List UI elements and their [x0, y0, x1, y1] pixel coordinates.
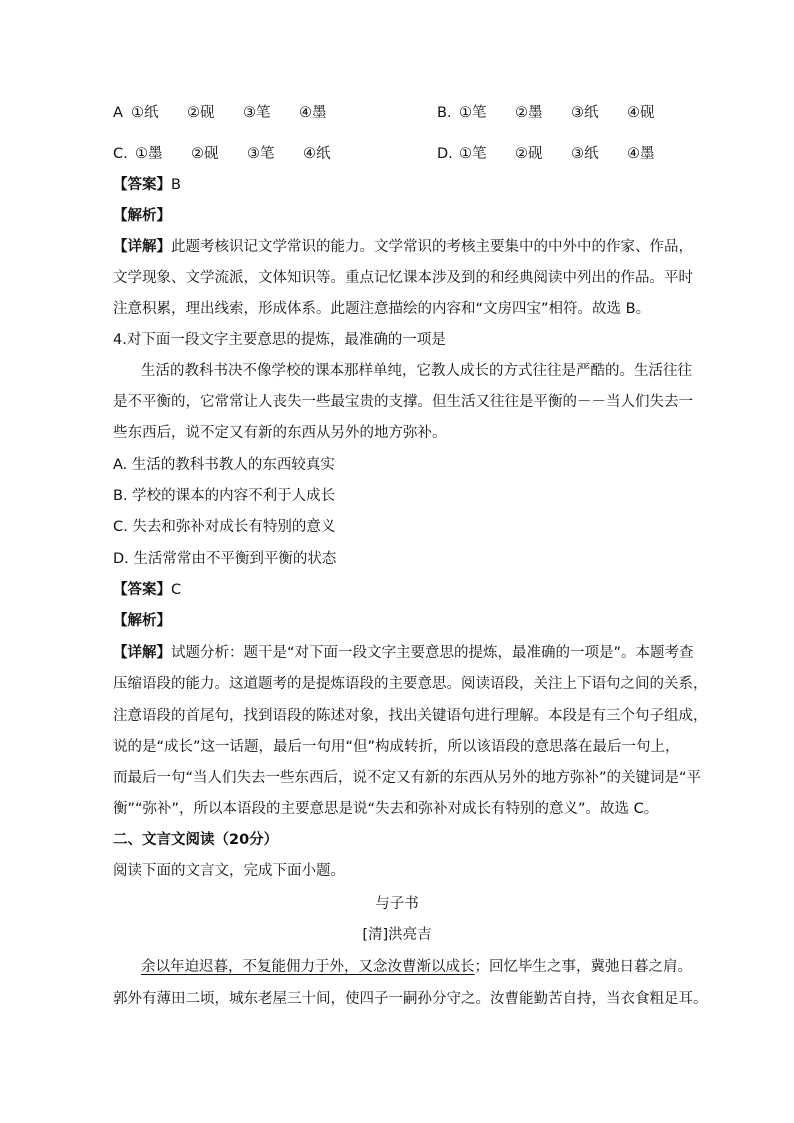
option-label: B.: [437, 105, 452, 121]
detail-line: 注意积累，理出线索，形成体系。此题注意描绘的内容和“文房四宝”相符。故选 B。: [113, 301, 651, 317]
option-item: ①笔: [459, 146, 487, 162]
detail-line: [113, 643, 694, 663]
passage-line: 是不平衡的，它常常让人丧失一些最宝贵的支撑。但生活又往往是平衡的－－当人们失去一: [113, 394, 693, 410]
option-item: ②砚: [191, 146, 219, 162]
question-stem: 4.对下面一段文字主要意思的提炼，最准确的一项是: [113, 332, 446, 348]
detail-tag: 【详解】: [113, 239, 171, 255]
option-label: D.: [437, 146, 453, 162]
passage-line: 郭外有薄田二顷，城东老屋三十间，使四子一嗣孙分守之。汝曹能勤苦自持，当衣食粗足耳。: [113, 991, 708, 1007]
detail-line: 衡”“弥补”，所以本语段的主要意思是说“失去和弥补对成长有特别的意义”。故选 C。: [113, 801, 659, 817]
analysis-tag: 【解析】: [113, 613, 171, 629]
option-line: D. 生活常常由不平衡到平衡的状态: [113, 551, 337, 567]
option-item: ④砚: [627, 105, 655, 121]
option-label: C.: [113, 146, 128, 162]
section-heading: 二、文言文阅读（20分）: [113, 832, 279, 848]
analysis-tag: 【解析】: [113, 208, 171, 224]
option-line: B. 学校的课本的内容不利于人成长: [113, 488, 336, 504]
section-instruction: 阅读下面的文言文，完成下面小题。: [113, 863, 345, 879]
option-row-a: [113, 103, 327, 123]
passage-text: ；回忆毕生之事，冀弛日暮之肩。: [474, 959, 692, 975]
option-line: C. 失去和弥补对成长有特别的意义: [113, 519, 336, 535]
answer-tag: 【答案】: [113, 177, 171, 193]
detail-line: [113, 237, 693, 257]
answer-line: [113, 580, 181, 600]
detail-line: 文学现象、文学流派，文体知识等。重点记忆课本涉及到的和经典阅读中列出的作品。平时: [113, 270, 693, 286]
answer-value: C: [171, 582, 182, 598]
option-item: ③纸: [571, 105, 599, 121]
option-item: ①墨: [135, 146, 163, 162]
answer-tag: 【答案】: [113, 582, 171, 598]
detail-text: 此题考核识记文学常识的能力。文学常识的考核主要集中的中外中的作家、作品，: [171, 239, 693, 255]
answer-line: [113, 175, 181, 195]
detail-line: 注意语段的首尾句，找到语段的陈述对象，找出关键语句进行理解。本段是有三个句子组成，: [113, 708, 708, 724]
answer-value: B: [171, 177, 181, 193]
option-item: ②墨: [515, 105, 543, 121]
option-item: ③纸: [571, 146, 599, 162]
passage-title: 与子书: [375, 896, 419, 912]
underlined-sentence: 余以年迫迟暮，不复能佣力于外，又念汝曹渐以成长: [141, 959, 475, 975]
detail-tag: 【详解】: [113, 645, 171, 661]
option-item: ②砚: [187, 105, 215, 121]
option-row-b: [437, 103, 655, 123]
detail-line: 说的是“成长”这一话题，最后一句用“但”构成转折，所以该语段的意思落在最后一句上，: [113, 739, 680, 755]
passage-line: [141, 957, 692, 977]
option-row-d: [437, 144, 655, 164]
option-item: ①纸: [131, 105, 159, 121]
passage-line: 些东西后，说不定又有新的东西从另外的地方弥补。: [113, 425, 447, 441]
option-item: ④墨: [299, 105, 327, 121]
detail-line: 而最后一句“当人们失去一些东西后，说不定又有新的东西从另外的地方弥补”的关键词是“平: [113, 770, 702, 786]
option-item: ③笔: [243, 105, 271, 121]
option-row-c: [113, 144, 331, 164]
option-item: ①笔: [459, 105, 487, 121]
option-item: ②砚: [515, 146, 543, 162]
detail-text: 试题分析：题干是“对下面一段文字主要意思的提炼，最准确的一项是”。本题考查: [171, 645, 694, 661]
passage-author: [清]洪亮吉: [362, 927, 432, 943]
option-label: A: [113, 105, 123, 121]
detail-line: 压缩语段的能力。这道题考的是提炼语段的主要意思。阅读语段，关注上下语句之间的关系，: [113, 676, 708, 692]
option-item: ③笔: [247, 146, 275, 162]
option-item: ④墨: [627, 146, 655, 162]
option-item: ④纸: [303, 146, 331, 162]
option-line: A. 生活的教科书教人的东西较真实: [113, 457, 335, 473]
passage-line: 生活的教科书决不像学校的课本那样单纯，它教人成长的方式往往是严酷的。生活往往: [141, 363, 692, 379]
